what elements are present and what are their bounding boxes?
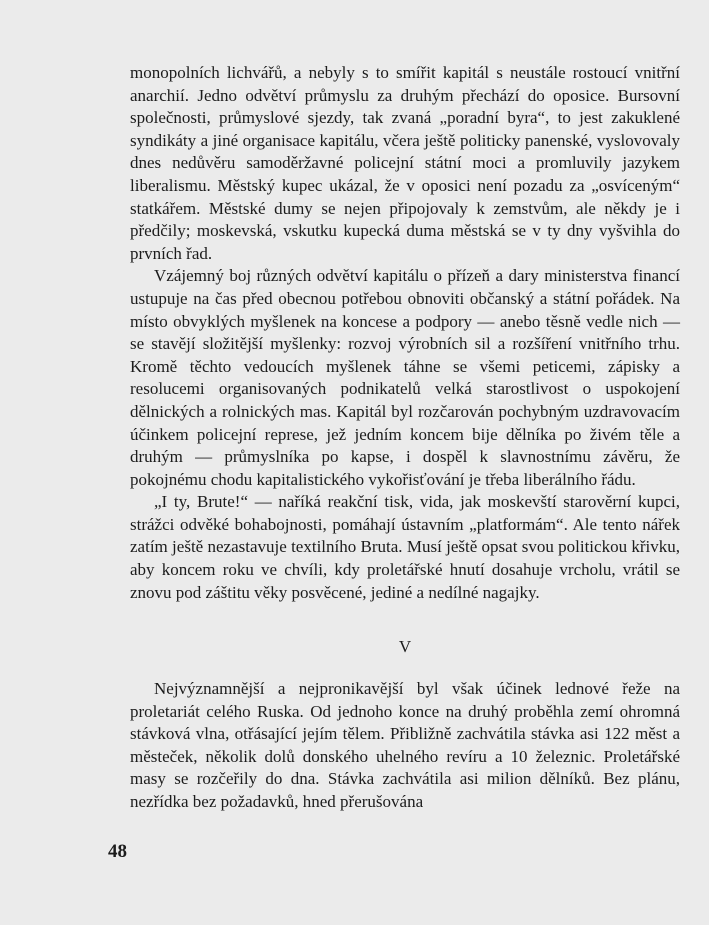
paragraph-proletariat: Nejvýznamnější a nejpronikavější byl však účinek lednové řeže na proletariát celého Ruska. Od jednoho konce na druhý proběhla zemí ohromná stávková vlna, otřásající jejím tělem. Přibližně zachvátila stávka asi 122 měst a městeček, několik dolů donského uhelného revíru a 10 železnic. Proletářské masy se rozčeřily do dna. Stávka zachvátila asi milion dělníků. Bez plánu, nezřídka bez požadavků, hned přerušována bbox=[130, 679, 680, 811]
section-body bbox=[130, 678, 680, 814]
paragraph-capital-struggle: Vzájemný boj různých odvětví kapitálu o přízeň a dary ministerstva financí ustupuje na čas před obecnou potřebou obnoviti občanský a státní pořádek. Na místo obvyklých myšlenek na koncese a podpory — anebo těsně vedle nich — se stavějí složitější myšlenky: rozvoj výrobních sil a rozšíření vnitřního trhu. Kromě těchto vedoucích myšlenek táhne se všemi peticemi, zápisky a resolucemi organisovaných podnikatelů velká starostlivost o uspokojení dělnických a rolnických mas. Kapitál byl rozčarován pochybným uzdravovacím účinkem policejní represe, jež jedním koncem bije dělníka po živém těle a druhým — průmyslníka po kapse, i dospěl k slavnostnímu závěru, že pokojnému chodu kapitalistického vykořisťování je třeba liberálního řádu. bbox=[130, 266, 680, 489]
paragraph-brute: „I ty, Brute!“ — naříká reakční tisk, vida, jak moskevští starověrní kupci, strážci odvěké bohabojnosti, pomáhají ústavním „platformám“. Ale tento nářek zatím ještě nezastavuje textilního Bruta. Musí ještě opsat svou politickou křivku, aby koncem roku ve chvíli, kdy proletářské hnutí dosahuje vrcholu, vrátil se znovu pod záštitu věky posvěcené, jediné a nedílné nagajky. bbox=[130, 492, 680, 602]
paragraph-continuation: monopolních lichvářů, a nebyly s to smířit kapitál s neustále rostoucí vnitřní anarchií. Jedno odvětví průmyslu za druhým přechází do oposice. Bursovní společnosti, průmyslové sjezdy, tak zvaná „poradní byra“, to jest zakuklené syndikáty a jiné organisace kapitálu, včera ještě politicky panenské, vyslovovaly dnes nedůvěru samoděržavné policejní státní moci a promluvily jazykem liberalismu. Městský kupec ukázal, že v oposici není pozadu za „osvíceným“ statkářem. Městské dumy se nejen připojovaly k zemstvům, ale někdy je i předčily; moskevská, vskutku kupecká duma městská se v ty dny vyšvihla do prvních řad. bbox=[130, 63, 680, 263]
page-body bbox=[130, 62, 680, 604]
section-heading: V bbox=[398, 637, 412, 656]
page-number: 48 bbox=[108, 841, 127, 862]
